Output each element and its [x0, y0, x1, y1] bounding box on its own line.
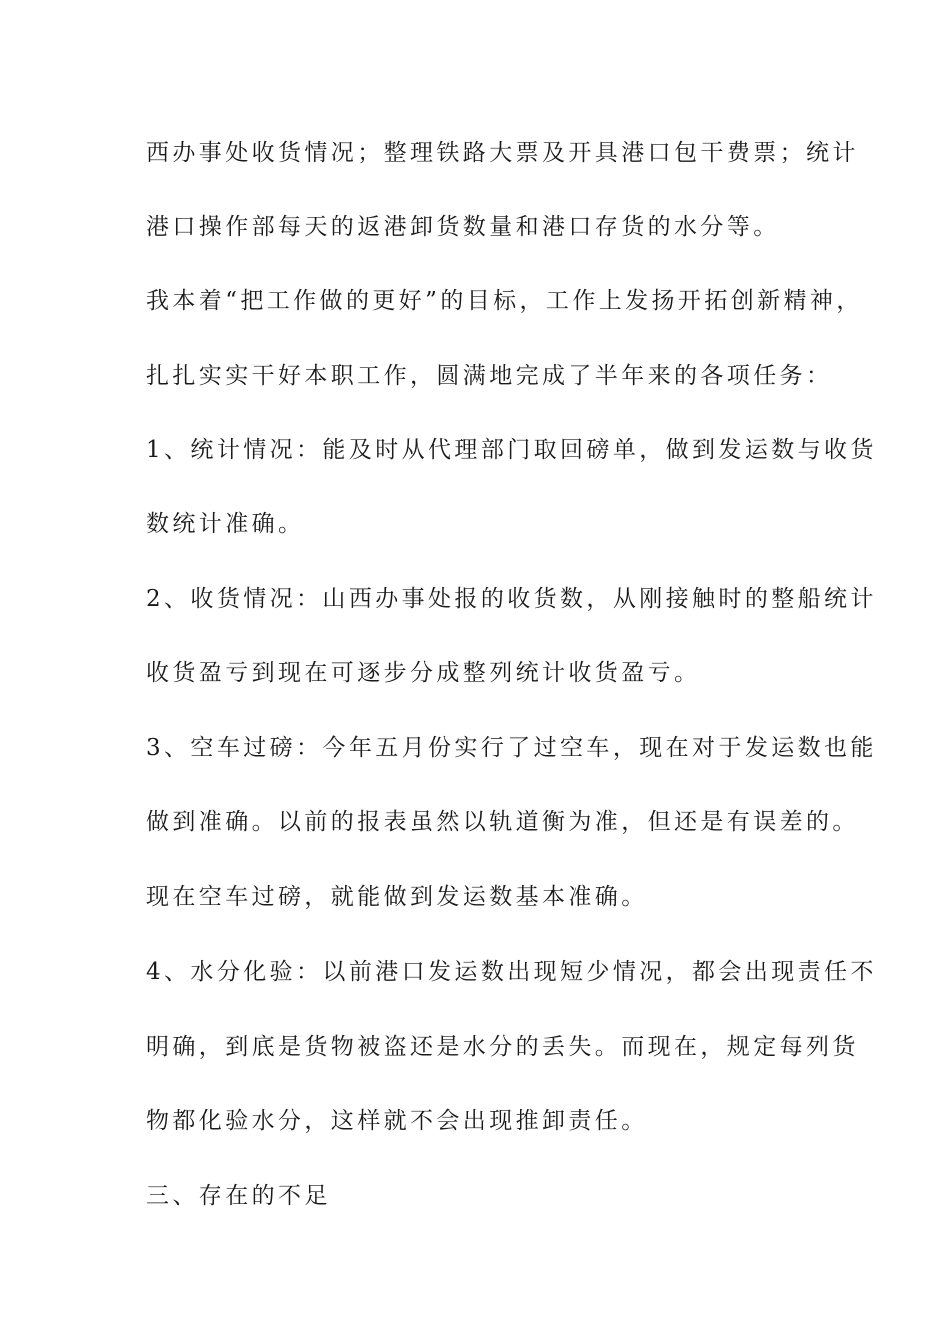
text-line-5: 1、统计情况：能及时从代理部门取回磅单，做到发运数与收货 [146, 437, 877, 463]
text-line-3: 我本着“把工作做的更好”的目标，工作上发扬开拓创新精神， [146, 288, 863, 314]
text-line-9: 3、空车过磅：今年五月份实行了过空车，现在对于发运数也能 [146, 735, 877, 761]
text-line-1: 西办事处收货情况；整理铁路大票及开具港口包干费票；统计 [146, 140, 859, 166]
text-line-8: 收货盈亏到现在可逐步分成整列统计收货盈亏。 [146, 660, 701, 686]
text-line-12: 4、水分化验：以前港口发运数出现短少情况，都会出现责任不 [146, 959, 877, 985]
text-line-11: 现在空车过磅，就能做到发运数基本准确。 [146, 884, 648, 910]
text-line-6: 数统计准确。 [146, 511, 305, 537]
text-line-4: 扎扎实实干好本职工作，圆满地完成了半年来的各项任务： [146, 363, 833, 389]
text-line-2: 港口操作部每天的返港卸货数量和港口存货的水分等。 [146, 214, 780, 240]
text-line-13: 明确，到底是货物被盗还是水分的丢失。而现在，规定每列货 [146, 1034, 859, 1060]
text-line-14: 物都化验水分，这样就不会出现推卸责任。 [146, 1108, 648, 1134]
text-line-10: 做到准确。以前的报表虽然以轨道衡为准，但还是有误差的。 [146, 809, 859, 835]
text-line-7: 2、收货情况：山西办事处报的收货数，从刚接触时的整船统计 [146, 586, 877, 612]
section-heading: 三、存在的不足 [146, 1183, 331, 1209]
